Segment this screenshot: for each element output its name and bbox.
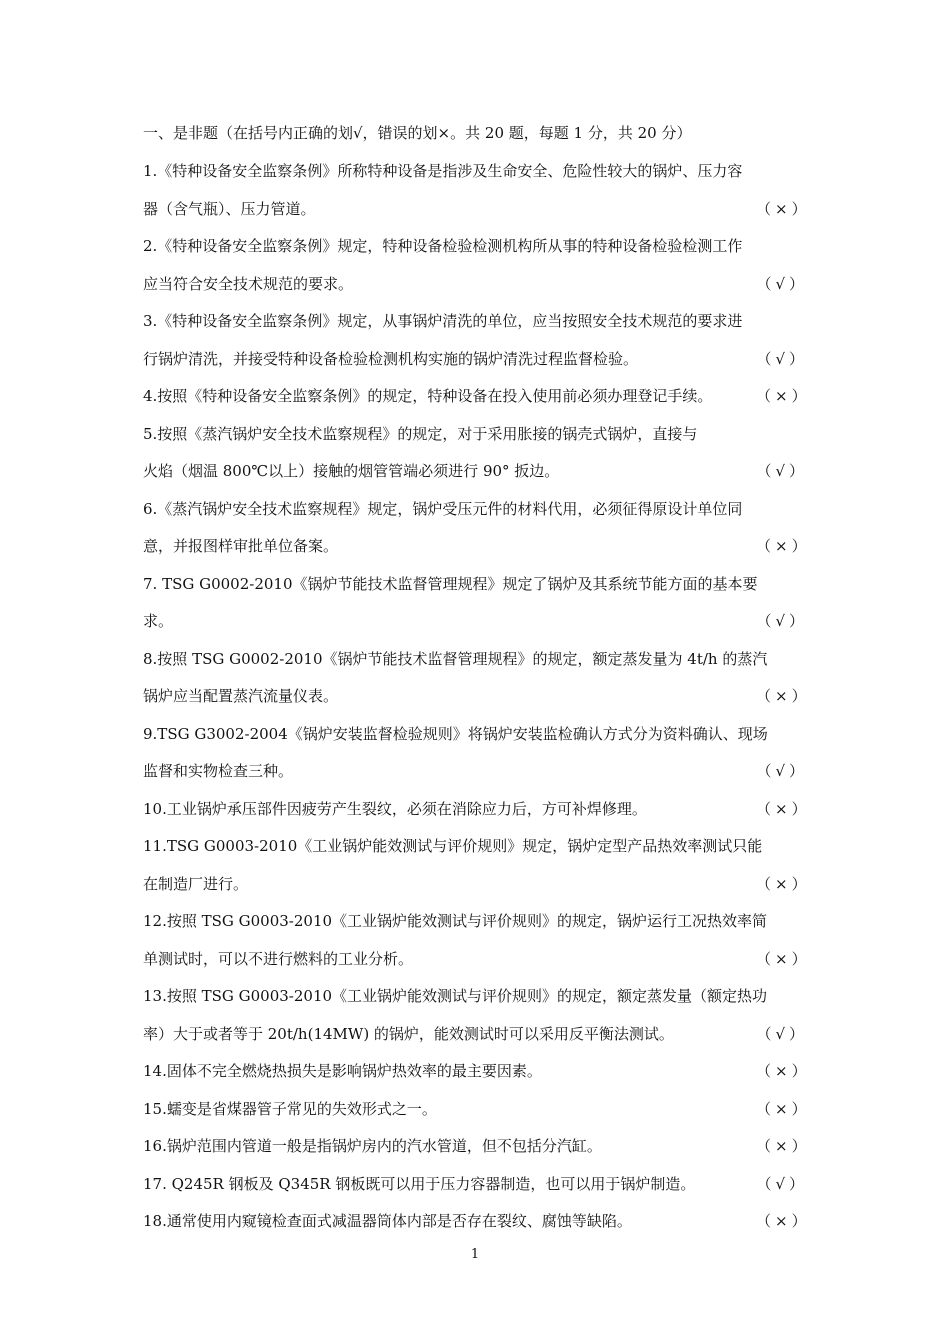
question-line xyxy=(143,981,808,1011)
question-text: 锅炉应当配置蒸汽流量仪表。 xyxy=(143,687,339,705)
question-text: 11.TSG G0003-2010《工业锅炉能效测试与评价规则》规定，锅炉定型产品热效率测试只能 xyxy=(143,837,763,855)
question-text: 行锅炉清洗，并接受特种设备检验检测机构实施的锅炉清洗过程监督检验。 xyxy=(143,350,639,368)
question-text: 17. Q245R 钢板及 Q345R 钢板既可以用于压力容器制造，也可以用于锅炉制造。 xyxy=(143,1175,696,1193)
question-text: 7. TSG G0002-2010《锅炉节能技术监督管理规程》规定了锅炉及其系统节能方面的基本要 xyxy=(143,575,758,593)
question-line xyxy=(143,381,811,411)
answer-mark: （√） xyxy=(756,1175,808,1193)
question-text: 求。 xyxy=(143,612,174,630)
question-line xyxy=(143,231,808,261)
question-text: 12.按照 TSG G0003-2010《工业锅炉能效测试与评价规则》的规定，锅炉运行工况热效率简 xyxy=(143,912,768,930)
answer-mark: （√） xyxy=(756,275,808,293)
answer-mark: （√） xyxy=(756,462,808,480)
question-line xyxy=(143,269,808,299)
question-text: 火焰（烟温 800℃以上）接触的烟管管端必须进行 90° 扳边。 xyxy=(143,462,560,480)
question-line xyxy=(143,1206,811,1236)
answer-mark: （×） xyxy=(756,537,811,555)
question-text: 9.TSG G3002-2004《锅炉安装监督检验规则》将锅炉安装监检确认方式分为资料确认、现场 xyxy=(143,725,768,743)
question-line xyxy=(143,719,808,749)
question-line xyxy=(143,944,811,974)
question-text: 6.《蒸汽锅炉安全技术监察规程》规定，锅炉受压元件的材料代用，必须征得原设计单位同 xyxy=(143,500,743,518)
answer-mark: （×） xyxy=(756,1100,811,1118)
question-text: 意，并报图样审批单位备案。 xyxy=(143,537,339,555)
question-line xyxy=(143,756,808,786)
answer-mark: （×） xyxy=(756,950,811,968)
section-heading xyxy=(143,118,808,148)
question-line xyxy=(143,344,808,374)
question-line xyxy=(143,456,808,486)
question-text: 单测试时，可以不进行燃料的工业分析。 xyxy=(143,950,414,968)
answer-mark: （×） xyxy=(756,687,811,705)
question-line xyxy=(143,644,808,674)
question-line xyxy=(143,1169,808,1199)
page-number: 1 xyxy=(470,1247,480,1262)
question-line xyxy=(143,419,808,449)
question-text: 器（含气瓶）、压力管道。 xyxy=(143,200,316,218)
question-line xyxy=(143,1131,811,1161)
answer-mark: （×） xyxy=(756,387,811,405)
answer-mark: （√） xyxy=(756,612,808,630)
question-text: 13.按照 TSG G0003-2010《工业锅炉能效测试与评价规则》的规定，额定蒸发量（额定热功 xyxy=(143,987,768,1005)
question-text: 2.《特种设备安全监察条例》规定，特种设备检验检测机构所从事的特种设备检验检测工作 xyxy=(143,237,743,255)
question-text: 应当符合安全技术规范的要求。 xyxy=(143,275,354,293)
question-line xyxy=(143,1094,811,1124)
answer-mark: （×） xyxy=(756,800,811,818)
question-line xyxy=(143,906,808,936)
question-text: 率）大于或者等于 20t/h(14MW) 的锅炉，能效测试时可以采用反平衡法测试。 xyxy=(143,1025,674,1043)
answer-mark: （√） xyxy=(756,350,808,368)
question-text: 5.按照《蒸汽锅炉安全技术监察规程》的规定，对于采用胀接的锅壳式锅炉，直接与 xyxy=(143,425,698,443)
answer-mark: （×） xyxy=(756,875,811,893)
section-heading-text: 一、是非题（在括号内正确的划√，错误的划×。共 20 题，每题 1 分，共 20 分） xyxy=(143,124,692,142)
question-line xyxy=(143,1019,808,1049)
question-text: 15.蠕变是省煤器管子常见的失效形式之一。 xyxy=(143,1100,437,1118)
question-text: 18.通常使用内窥镜检查面式减温器筒体内部是否存在裂纹、腐蚀等缺陷。 xyxy=(143,1212,632,1230)
question-text: 监督和实物检查三种。 xyxy=(143,762,294,780)
question-line xyxy=(143,831,808,861)
question-line xyxy=(143,494,808,524)
question-line xyxy=(143,306,808,336)
question-line xyxy=(143,606,808,636)
question-text: 14.固体不完全燃烧热损失是影响锅炉热效率的最主要因素。 xyxy=(143,1062,542,1080)
question-line xyxy=(143,869,811,899)
question-line xyxy=(143,156,808,186)
question-line xyxy=(143,1056,811,1086)
answer-mark: （×） xyxy=(756,1062,811,1080)
question-text: 3.《特种设备安全监察条例》规定，从事锅炉清洗的单位，应当按照安全技术规范的要求进 xyxy=(143,312,743,330)
question-line xyxy=(143,681,811,711)
answer-mark: （×） xyxy=(756,200,811,218)
answer-mark: （×） xyxy=(756,1212,811,1230)
question-line xyxy=(143,531,811,561)
question-text: 1.《特种设备安全监察条例》所称特种设备是指涉及生命安全、危险性较大的锅炉、压力容 xyxy=(143,162,743,180)
question-text: 10.工业锅炉承压部件因疲劳产生裂纹，必须在消除应力后，方可补焊修理。 xyxy=(143,800,647,818)
question-text: 8.按照 TSG G0002-2010《锅炉节能技术监督管理规程》的规定，额定蒸发量为 4t/h 的蒸汽 xyxy=(143,650,768,668)
answer-mark: （×） xyxy=(756,1137,811,1155)
answer-mark: （√） xyxy=(756,1025,808,1043)
question-line xyxy=(143,194,811,224)
question-text: 4.按照《特种设备安全监察条例》的规定，特种设备在投入使用前必须办理登记手续。 xyxy=(143,387,713,405)
question-line xyxy=(143,794,811,824)
question-text: 16.锅炉范围内管道一般是指锅炉房内的汽水管道，但不包括分汽缸。 xyxy=(143,1137,602,1155)
question-text: 在制造厂进行。 xyxy=(143,875,249,893)
answer-mark: （√） xyxy=(756,762,808,780)
question-line xyxy=(143,569,808,599)
